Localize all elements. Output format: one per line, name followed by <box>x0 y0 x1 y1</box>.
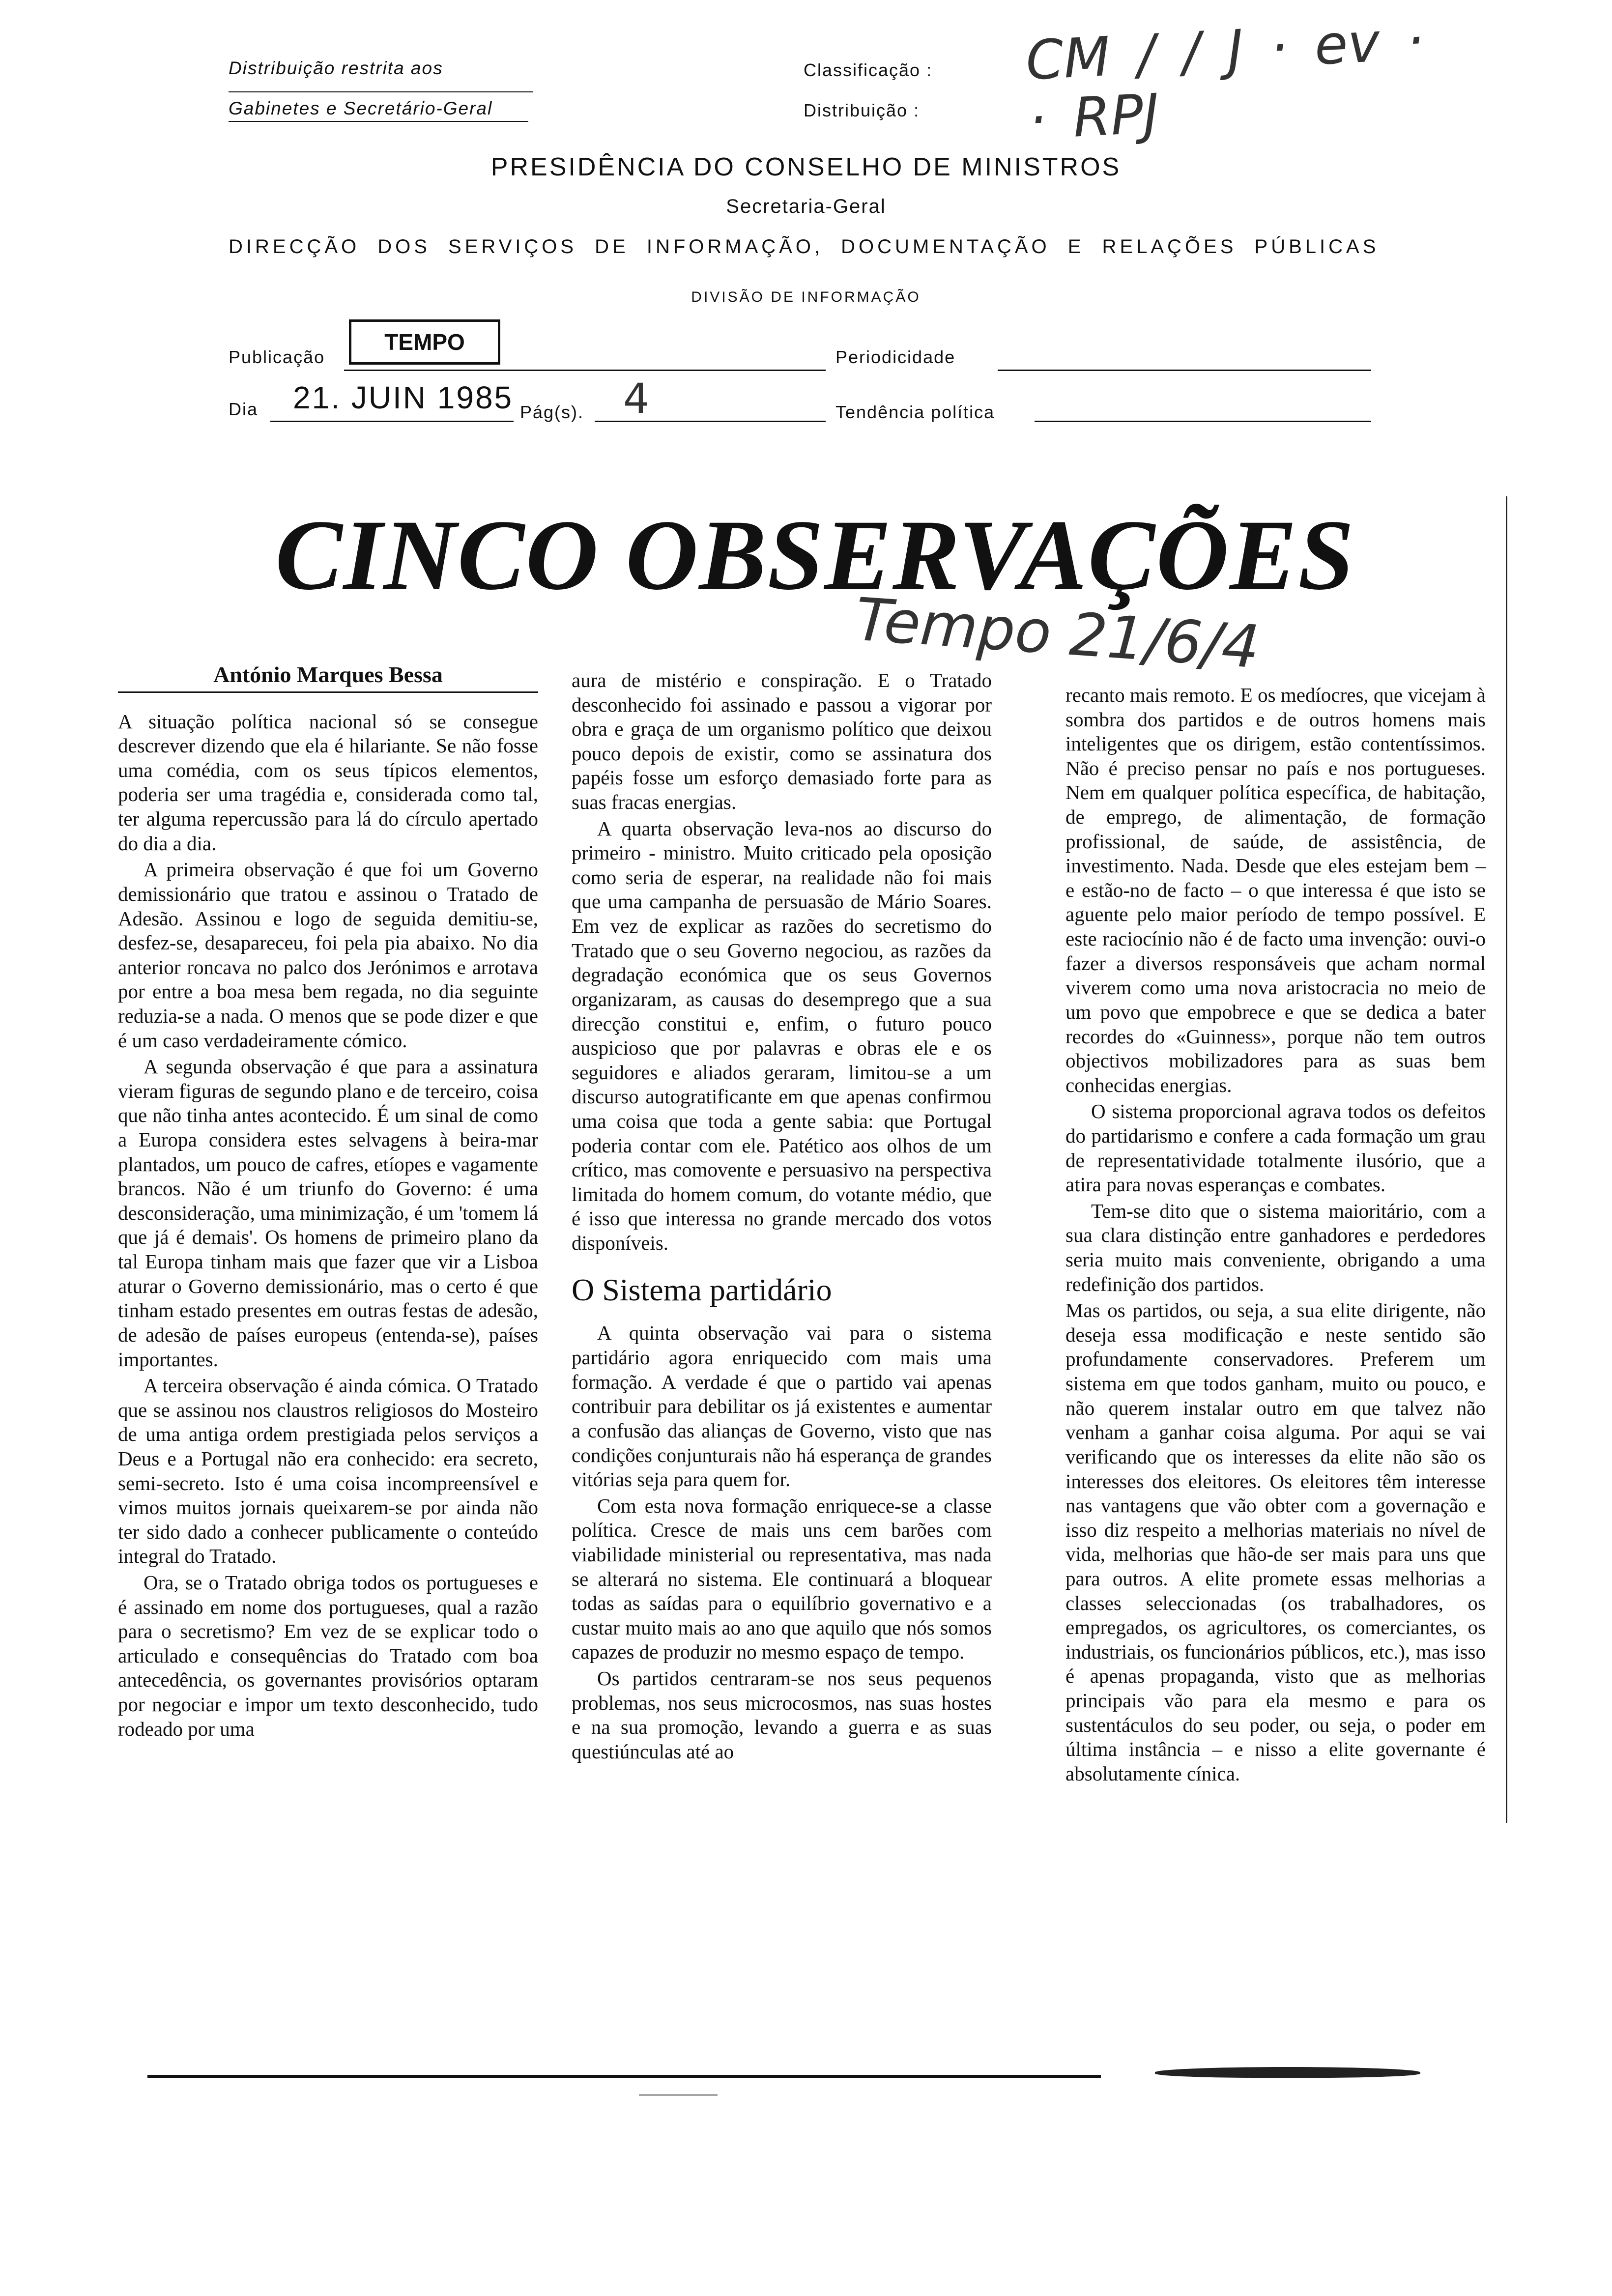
paragraph: A terceira observação é ainda cómica. O Tratado que se assinou nos claustros religiosos do Mosteiro de uma antiga ordem prestigiada pelos serviços a Deus e a Portugal não era conhecido: era secreto, semi-secreto. Isto é uma coisa incompreensível e vimos muitos jornais queixarem-se por ainda não ter sido dado a conhecer publicamente o conteúdo integral do Tratado. <box>118 1374 538 1568</box>
bottom-rule <box>147 2075 1101 2078</box>
paragraph: A quinta observação vai para o sistema partidário agora enriquecido com mais uma formação. A verdade é que o partido vai apenas contribuir para debilitar os já existentes e aumentar a confusão das alianças de Governo, visto que nas condições conjunturais não há esperança de grandes vitórias seja para quem for. <box>572 1321 992 1491</box>
paragraph: Ora, se o Tratado obriga todos os portugueses e é assinado em nome dos portugueses, qual a razão para o secretismo? Em vez de se explicar todo o articulado e consequências do Tratado com boa antecedência, os governantes provisórios optaram por negociar e impor um texto desconhecido, tudo rodeado por uma <box>118 1571 538 1740</box>
tendencia-label: Tendência política <box>835 402 995 422</box>
org-title: PRESIDÊNCIA DO CONSELHO DE MINISTROS <box>490 153 1122 181</box>
secretaria-geral: Secretaria-Geral <box>726 196 886 217</box>
paragraph: aura de mistério e conspiração. E o Tratado desconhecido foi assinado e passou a vigorar por obra e graça de um organismo político que deixou pouco depois de existir, como se assinatura dos papéis fosse um esforço demasiado forte para as suas fracas energias. <box>572 669 992 814</box>
paragraph: A quarta observação leva-nos ao discurso do primeiro - ministro. Muito criticado pela oposição como seria de esperar, na realidade não foi mais que uma campanha de persuasão de Mário Soares. Em vez de explicar as razões do secretismo do Tratado que o seu Governo negociou, as razões da degradação económica que os seus Governos organizaram, as causas do desemprego que a sua direcção constitui e, enfim, o futuro pouco auspicioso que por palavras e obras ele e os seguidores e aliados geraram, limitou-se a um discurso autogratificante em que apenas confirmou uma coisa que toda a gente sabia: que Portugal poderia contar com ele. Patético aos olhos de um crítico, mas comovente e persuasivo na perspectiva limitada do homem comum, do votante médio, que é isso que interessa no grande mercado dos votos disponíveis. <box>572 817 992 1255</box>
periodicidade-field-line <box>998 370 1371 371</box>
paragraph: A segunda observação é que para a assinatura vieram figuras de segundo plano e de terceiro, coisa que não tinha antes acontecido. É um sinal de como a Europa considera estes selvagens à beira-mar plantados, um pouco de cafres, etíopes e vagamente brancos. Não é um triunfo do Governo: é uma desconsideração, uma minimização, é um 'tomem lá que já é demais'. Os homens de primeiro plano da tal Europa tinham mais que fazer que vir a Lisboa aturar o Governo demissionário, mas o certo é que tinham estado presentes em outras festas de adesão, de adesão de países europeus (entenda-se), países importantes. <box>118 1055 538 1371</box>
paragraph: A situação política nacional só se consegue descrever dizendo que ela é hilariante. Se não fosse uma comédia, com os seus típicos elementos, poderia ser uma tragédia e, considerada como tal, ter alguma repercussão para lá do círculo apertado do dia a dia. <box>118 710 538 855</box>
dia-label: Dia <box>229 399 259 419</box>
handwritten-date-note: Tempo 21/6/4 <box>853 585 1262 682</box>
handwritten-annotation-top: CM / / J · ev · · RPJ <box>1024 8 1426 152</box>
column-3 <box>1065 683 1486 1786</box>
column-2 <box>572 668 992 1764</box>
column-1 <box>118 661 538 1741</box>
paragraph: recanto mais remoto. E os medíocres, que vicejam à sombra dos partidos e de outros homens mais inteligentes que os dirigem, estão contentíssimos. Não é preciso pensar no país e nos portugueses. Nem em qualquer política específica, de habitação, de emprego, de alimentação, de formação profissional, de saúde, de assistência, de investimento. Nada. Desde que eles estejam bem – e estão-no de facto – o que interessa é que isto se aguente pelo maior período de tempo possível. E este raciocínio não é de facto uma invenção: ouvi-o fazer a diversos responsáveis que acham normal viverem como uma nova aristocracia no meio de um povo que empobrece e que se dedica a bater recordes do «Guinness», porque não tem outros objectivos mobilizadores para as suas bem conhecidas energias. <box>1065 684 1486 1096</box>
paragraph: Com esta nova formação enriquece-se a classe política. Cresce de mais uns cem barões com viabilidade ministerial ou representativa, mas nada se alterará no sistema. Ele continuará a bloquear todas as saídas para o equilíbrio governativo e a custar muito mais ao ano que aquilo que nós somos capazes de produzir no mesmo espaço de tempo. <box>572 1494 992 1664</box>
paragraph: A primeira observação é que foi um Governo demissionário que tratou e assinou o Tratado de Adesão. Assinou e logo de seguida demitiu-se, desfez-se, desapareceu, foi pela pia abaixo. No dia anterior roncava no palco dos Jerónimos e arrotava por entre a boa mesa bem regada, no dia seguinte reduzia-se a nada. O menos que se pode dizer e que é um caso verdadeiramente cómico. <box>118 858 538 1052</box>
bottom-ornament <box>1155 2067 1420 2078</box>
paragraph: Os partidos centraram-se nos seus pequenos problemas, nos seus microcosmos, nas suas hostes e na sua promoção, levando a guerra e as suas questiúnculas até ao <box>572 1666 992 1763</box>
divisao-informacao: DIVISÃO DE INFORMAÇÃO <box>691 289 921 305</box>
paragraph: O sistema proporcional agrava todos os defeitos do partidarismo e confere a cada formação um grau de representatividade totalmente ilusório, que a atira para novas esperanças e combates. <box>1065 1100 1486 1196</box>
tendencia-field-line <box>1035 421 1371 422</box>
section-subhead: O Sistema partidário <box>572 1272 832 1307</box>
paragraph: Mas os partidos, ou seja, a sua elite dirigente, não deseja essa modificação e neste sentido são profundamente conservadores. Preferem um sistema em que todos ganham, muito ou pouco, e não querem instalar outro em que talvez não venham a ganhar coisa alguma. Por aqui se vai verificando que os interesses da elite não são os interesses dos eleitores. Os eleitores têm interesse nas vantagens que vão obter com a governação e isso diz respeito a melhorias materiais no nível de vida, melhorias que hão-de ser mais para uns que para outros. A elite promete essas melhorias a classes seleccionadas (os trabalhadores, os empregados, os agricultores, os comerciantes, os industriais, os funcionários públicos, etc.), mas isso é apenas propaganda, visto que as melhorias principais vão para ela mesmo e para os sustentáculos do seu poder, ou seja, o poder em última instância – e nisso a elite governante é absolutamente cínica. <box>1065 1299 1486 1785</box>
distribution-note-line1: Distribuição restrita aos <box>229 58 443 78</box>
article-headline: CINCO OBSERVAÇÕES <box>275 499 1355 611</box>
direccao-servicos: DIRECÇÃO DOS SERVIÇOS DE INFORMAÇÃO, DOCUMENTAÇÃO E RELAÇÕES PÚBLICAS <box>229 236 1380 258</box>
pags-label: Pág(s). <box>520 402 584 422</box>
distribution-note-line2: Gabinetes e Secretário-Geral <box>229 98 528 122</box>
pags-value: 4 <box>623 374 650 423</box>
divider-line <box>229 91 533 92</box>
dia-field-line <box>270 421 514 422</box>
dia-value: 21. JUIN 1985 <box>293 380 514 415</box>
publicacao-label: Publicação <box>229 347 325 367</box>
periodicidade-label: Periodicidade <box>835 347 956 367</box>
right-margin-rule <box>1506 496 1507 1823</box>
publicacao-stamp: TEMPO <box>349 319 500 365</box>
classificacao-label: Classificação : <box>804 60 933 80</box>
publicacao-field-line <box>344 370 826 371</box>
paragraph: Tem-se dito que o sistema maioritário, com a sua clara distinção entre ganhadores e perdedores seria muito mais conveniente, obrigando a uma redefinição dos partidos. <box>1065 1199 1486 1295</box>
distribuicao-label: Distribuição : <box>804 100 920 120</box>
article-byline: António Marques Bessa <box>118 661 538 693</box>
